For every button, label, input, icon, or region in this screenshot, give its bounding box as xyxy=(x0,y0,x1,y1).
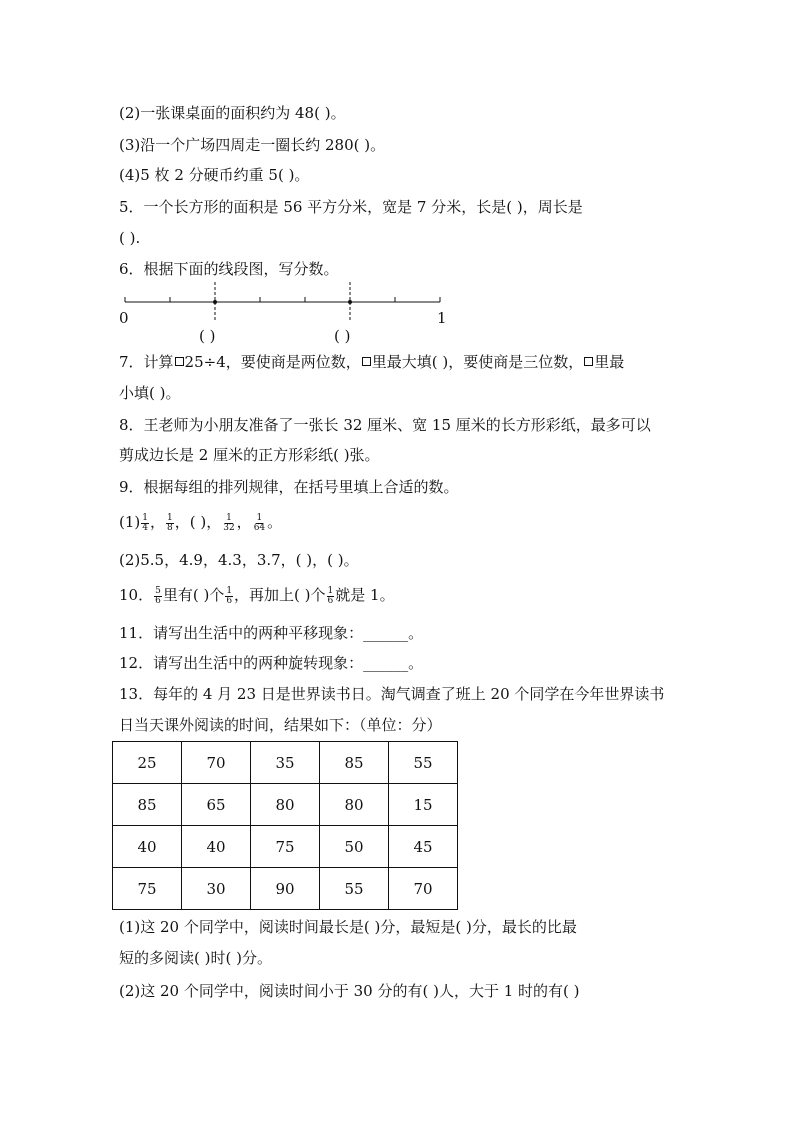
q8-line2: 剪成边长是 2 厘米的正方形彩纸( )张。 xyxy=(119,446,380,464)
table-cell: 90 xyxy=(251,868,320,910)
q9-part1: (1) $\frac{1}{4}$ ， $\frac{1}{8}$ ，( )， $\frac{1}{32}$ ， $\frac{1}{64}$ 。 xyxy=(119,512,283,533)
marker-dot-2 xyxy=(348,300,352,304)
number-line-label-end: 1 xyxy=(437,309,447,327)
table-cell: 35 xyxy=(251,742,320,784)
q13-line1: 13．每年的 4 月 23 日是世界读书日。淘气调查了班上 20 个同学在今年世界读书 xyxy=(119,685,665,703)
table-cell: 40 xyxy=(113,826,182,868)
q7-line1: 7．计算 25÷4，要使商是两位数， 里最大填( )，要使商是三位数， 里最 xyxy=(119,353,625,371)
table-cell: 70 xyxy=(182,742,251,784)
table-cell: 85 xyxy=(320,742,389,784)
fraction: $\frac{1}{64}$ xyxy=(253,512,266,533)
table-row xyxy=(113,868,458,910)
table-cell: 80 xyxy=(320,784,389,826)
q7-line2: 小填( )。 xyxy=(119,384,181,402)
table-cell: 15 xyxy=(389,784,458,826)
table-cell: 65 xyxy=(182,784,251,826)
q10-line: 10． $\frac{5}{6}$ 里有( )个 $\frac{1}{6}$ ，再加上( )个 $\frac{1}{6}$ 就是 1。 xyxy=(119,585,395,606)
marker-dot-1 xyxy=(213,300,217,304)
q13-part1-line1: (1)这 20 个同学中，阅读时间最长是( )分，最短是( )分，最长的比最 xyxy=(119,918,577,936)
q9-part2: (2)5.5，4.9，4.3，3.7，( )，( )。 xyxy=(119,551,359,569)
table-cell: 45 xyxy=(389,826,458,868)
table-cell: 55 xyxy=(389,742,458,784)
number-line-ticks xyxy=(125,297,440,302)
table-row xyxy=(113,826,458,868)
table-cell: 40 xyxy=(182,826,251,868)
table-cell: 80 xyxy=(251,784,320,826)
q13-part1-line2: 短的多阅读( )时( )分。 xyxy=(119,949,272,967)
table-row xyxy=(113,742,458,784)
number-line-diagram xyxy=(116,280,456,320)
number-line-label-start: 0 xyxy=(119,309,129,327)
q4-part3: (3)沿一个广场四周走一圈长约 280( )。 xyxy=(119,136,386,154)
fraction: $\frac{1}{8}$ xyxy=(167,512,173,533)
table-cell: 30 xyxy=(182,868,251,910)
square-box-icon xyxy=(362,357,371,366)
q8-line1: 8．王老师为小朋友准备了一张长 32 厘米、宽 15 厘米的长方形彩纸，最多可以 xyxy=(119,416,651,434)
table-cell: 75 xyxy=(113,868,182,910)
q11-text: 11．请写出生活中的两种平移现象：______。 xyxy=(119,624,424,642)
fraction: $\frac{5}{6}$ xyxy=(155,585,161,606)
number-line-blank-2: ( ) xyxy=(334,327,351,345)
table-row xyxy=(113,784,458,826)
fraction: $\frac{1}{6}$ xyxy=(226,585,233,606)
reading-time-table xyxy=(112,741,458,910)
q4-part4: (4)5 枚 2 分硬币约重 5( )。 xyxy=(119,166,310,184)
number-line-blank-1: ( ) xyxy=(199,327,216,345)
q6-text: 6．根据下面的线段图，写分数。 xyxy=(119,260,339,278)
fraction: $\frac{1}{6}$ xyxy=(327,585,334,606)
fraction: $\frac{1}{4}$ xyxy=(142,512,148,533)
q13-line2: 日当天课外阅读的时间，结果如下：（单位：分） xyxy=(119,716,442,734)
table-cell: 25 xyxy=(113,742,182,784)
square-box-icon xyxy=(584,357,593,366)
square-box-icon xyxy=(175,357,184,366)
table-cell: 70 xyxy=(389,868,458,910)
table-cell: 50 xyxy=(320,826,389,868)
q4-part2: (2)一张课桌面的面积约为 48( )。 xyxy=(119,104,346,122)
fraction: $\frac{1}{32}$ xyxy=(223,512,235,533)
table-cell: 55 xyxy=(320,868,389,910)
q5-line1: 5．一个长方形的面积是 56 平方分米，宽是 7 分米，长是( )，周长是 xyxy=(119,198,583,216)
q12-text: 12．请写出生活中的两种旋转现象：______。 xyxy=(119,654,424,672)
table-cell: 75 xyxy=(251,826,320,868)
q9-text: 9．根据每组的排列规律，在括号里填上合适的数。 xyxy=(119,478,459,496)
q13-part2-line1: (2)这 20 个同学中，阅读时间小于 30 分的有( )人，大于 1 时的有( ) xyxy=(119,982,580,1000)
q5-line2: ( ). xyxy=(119,229,141,247)
table-cell: 85 xyxy=(113,784,182,826)
